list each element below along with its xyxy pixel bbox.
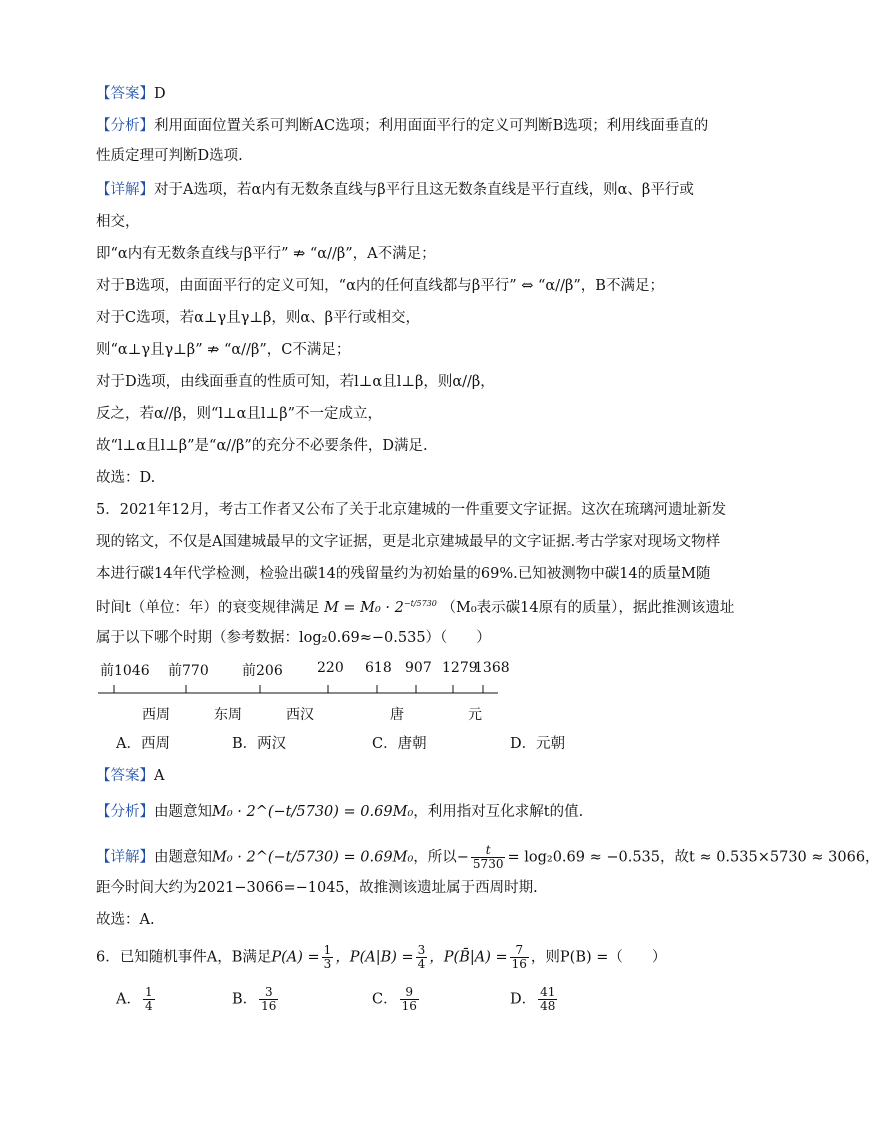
q4-answer-line (96, 84, 166, 104)
q5-stem-line-1: 5．2021年12月，考古工作者又公布了关于北京建城的一件重要文字证据。这次在琉璃河遗址新发 (96, 502, 727, 518)
q5-stem-line-2: 现的铭文，不仅是A国建城最早的文字证据，更是北京建城最早的文字证据.考古学家对现场文物样 (96, 534, 721, 550)
detail-equation: = log₂0.69 ≈ −0.535 (507, 849, 661, 866)
era-label: 西汉 (286, 707, 314, 723)
q6-option-b: B． $\frac{3}{16}$ (232, 985, 277, 1013)
q5-option-d: D．元朝 (510, 736, 566, 752)
timeline-tick-label: 前206 (242, 663, 283, 679)
q4-detail-line-4: 对于B选项，由面面平行的定义可知，“α内的任何直线都与β平行” ⇔ “α//β”，B不满足； (96, 278, 664, 294)
timeline-tick-label: 前1046 (100, 663, 150, 679)
q6-stem-text: 6．已知随机事件A，B满足 (96, 949, 272, 966)
q4-analysis-line-2: 性质定理可判断D选项. (96, 148, 243, 164)
era-label: 唐 (390, 707, 404, 723)
q4-detail-line-7: 对于D选项，由线面垂直的性质可知，若l⊥α且l⊥β，则α//β， (96, 374, 495, 390)
q4-detail-line-9: 故“l⊥α且l⊥β”是“α//β”的充分不必要条件，D满足. (96, 438, 428, 454)
formula-exponent: −t/5730 (403, 599, 437, 608)
timeline-tick-label: 1279 (442, 660, 478, 676)
decay-formula: $M = M_0 \cdot 2^{-t/5730}$ (323, 599, 437, 616)
q4-conclusion: 故选：D. (96, 470, 156, 486)
era-label: 西周 (142, 707, 170, 723)
q5-answer-line (96, 766, 164, 786)
analysis-tag: 【分析】 (96, 804, 154, 820)
answer-tag: 【答案】 (96, 86, 154, 102)
detail-formula: M₀ · 2^(−t/5730) = 0.69M₀ (212, 849, 414, 866)
q4-detail-line-2: 相交， (96, 214, 140, 230)
analysis-text: 利用面面位置关系可判断AC选项；利用面面平行的定义可判断B选项；利用线面垂直的 (154, 118, 709, 134)
q6-stem-post: ，则P(B) =（ ） (530, 949, 667, 966)
detail-text-mid: ，所以 (413, 849, 457, 866)
q6-pab: ，P(A|B) = (335, 949, 414, 966)
detail-text: 对于A选项，若α内有无数条直线与β平行且这无数条直线是平行直线，则α、β平行或 (154, 182, 694, 198)
q5-option-a: A．西周 (116, 736, 170, 752)
q5-stem-line-4 (96, 594, 734, 618)
q6-option-d: D． $\frac{41}{48}$ (510, 985, 556, 1013)
answer-value: D (154, 86, 166, 102)
timeline-axis (90, 682, 510, 698)
q6-pbna-fraction: $\frac{7}{16}$ (511, 943, 527, 971)
q5-analysis-line (96, 802, 583, 822)
timeline-tick-label: 前770 (168, 663, 209, 679)
q4-detail-line-6: 则“α⊥γ且γ⊥β” ⇏ “α//β”，C不满足； (96, 342, 351, 358)
detail-tag: 【详解】 (96, 849, 154, 866)
stem-text-cont: （M₀表示碳14原有的质量），据此推测该遗址 (441, 599, 735, 616)
q6-pa-fraction: $\frac{1}{3}$ (323, 943, 332, 971)
detail-text-post: ，故t ≈ 0.535×5730 ≈ 3066， (660, 849, 880, 866)
q5-option-b: B．两汉 (232, 736, 287, 752)
q5-stem-line-5: 属于以下哪个时期（参考数据：log₂0.69≈−0.535）（ ） (96, 630, 491, 646)
stem-text: 时间t（单位：年）的衰变规律满足 (96, 599, 320, 616)
q4-detail-line-8: 反之，若α//β，则“l⊥α且l⊥β”不一定成立， (96, 406, 382, 422)
era-label: 元 (468, 707, 482, 723)
timeline-tick-label: 220 (317, 660, 344, 676)
q6-pbna: ，P(B̄|A) = (429, 949, 508, 966)
q4-analysis-line (96, 116, 708, 136)
timeline-tick-label: 618 (365, 660, 392, 676)
era-label: 东周 (214, 707, 242, 723)
analysis-tag: 【分析】 (96, 118, 154, 134)
analysis-text: 由题意知 (154, 804, 212, 820)
detail-tag: 【详解】 (96, 182, 154, 198)
q6-pa: P(A) = (271, 949, 320, 966)
q5-option-c: C．唐朝 (372, 736, 427, 752)
timeline-tick-label: 1368 (474, 660, 510, 676)
q4-detail-line-3: 即“α内有无数条直线与β平行” ⇏ “α//β”，A不满足； (96, 246, 436, 262)
q6-stem (96, 944, 666, 971)
q5-detail-line (96, 844, 880, 871)
q5-stem-line-3: 本进行碳14年代学检测，检验出碳14的残留量约为初始量的69%.已知被测物中碳14的质量M随 (96, 566, 711, 582)
analysis-text-cont: ，利用指对互化求解t的值. (413, 804, 584, 820)
minus-sign: − (456, 849, 469, 866)
answer-value: A (154, 768, 165, 784)
q6-option-c: C． $\frac{9}{16}$ (372, 985, 417, 1013)
q5-conclusion: 故选：A. (96, 912, 155, 928)
q6-pab-fraction: $\frac{3}{4}$ (417, 943, 426, 971)
q4-detail-line-1 (96, 180, 694, 200)
analysis-formula: M₀ · 2^(−t/5730) = 0.69M₀ (212, 804, 414, 820)
detail-text: 由题意知 (154, 849, 212, 866)
q5-detail-line-2: 距今时间大约为2021−3066=−1045，故推测该遗址属于西周时期. (96, 880, 538, 896)
q4-detail-line-5: 对于C选项，若α⊥γ且γ⊥β，则α、β平行或相交， (96, 310, 421, 326)
detail-fraction: $\frac{t}{5730}$ (472, 843, 504, 871)
answer-tag: 【答案】 (96, 768, 154, 784)
timeline-tick-label: 907 (405, 660, 432, 676)
q6-option-a: A． $\frac{1}{4}$ (116, 985, 153, 1013)
